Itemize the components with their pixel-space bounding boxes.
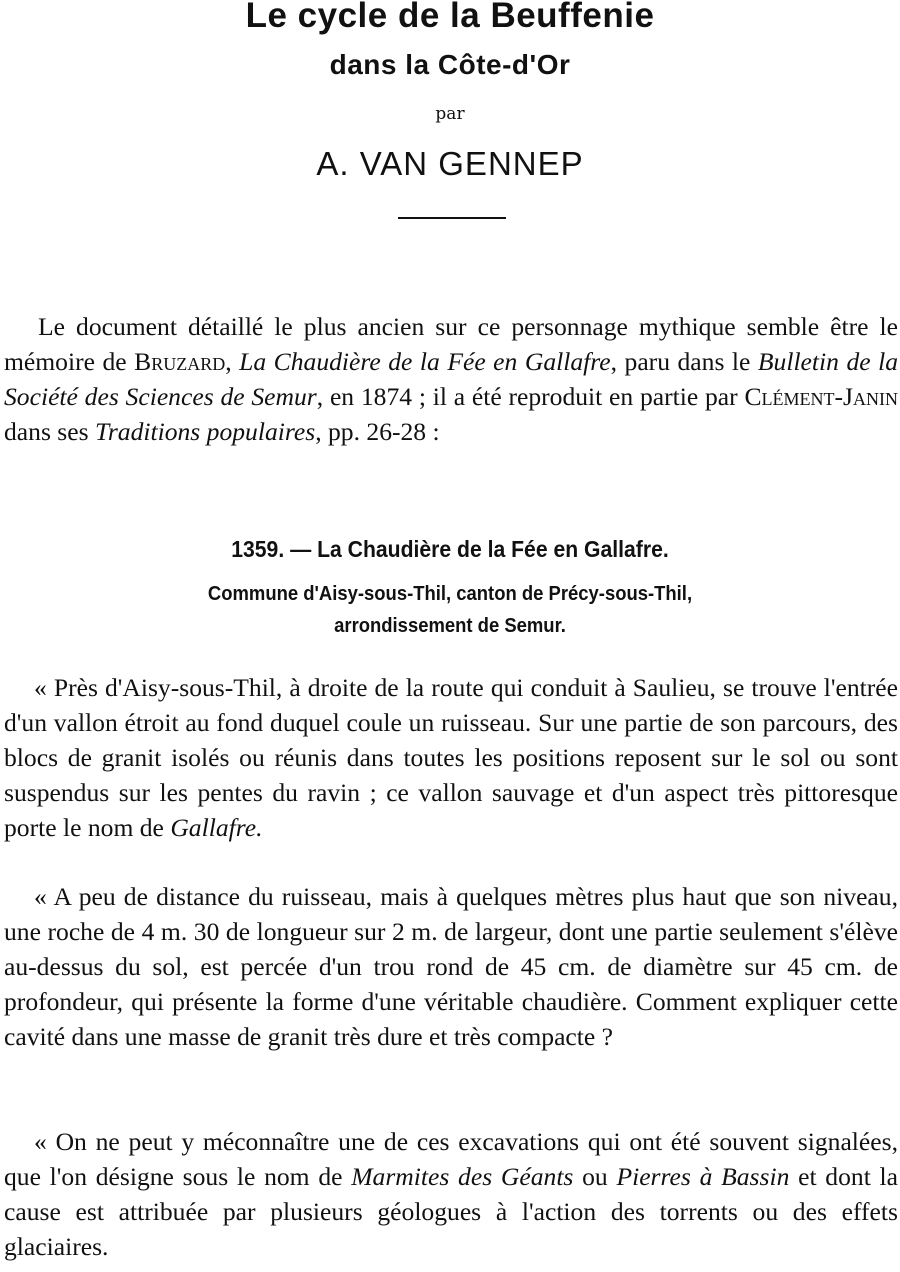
article-subtitle: dans la Côte-d'Or	[329, 49, 571, 80]
body-p2-text: « A peu de distance du ruisseau, mais à quelques mètres plus haut que son niveau, une roche de 4 m. 30 de longueur sur 2 m. de largeur, dont une partie seulement s'élève au-dessus du sol, est percée d'un trou rond de 45 cm. de diamètre sur 45 cm. de profondeur, qui présente la forme d'une véritable chaudière. Comment expliquer cette cavité dans une masse de granit très dure et très compacte ?	[4, 882, 898, 1051]
entry-heading: 1359. — La Chaudière de la Fée en Gallafre.	[231, 536, 669, 562]
body-paragraph-3	[4, 1124, 898, 1264]
work-title-traditions: Traditions populaires	[95, 417, 316, 446]
title-divider	[398, 217, 506, 219]
body-p1-text: « Près d'Aisy-sous-Thil, à droite de la route qui conduit à Saulieu, se trouve l'entrée d'un vallon étroit au fond duquel coule un ruisseau. Sur une partie de son parcours, des blocs de granit isolés ou réunis dans toutes les positions reposent sur le sol ou sont suspendus sur les pentes du ravin ; ce vallon sauvage et d'un aspect très pittoresque porte le nom de	[4, 673, 898, 842]
intro-text-6: , pp. 26-28 :	[315, 417, 440, 446]
body-paragraph-2	[4, 879, 898, 1054]
term-marmites-des-geants: Marmites des Géants	[351, 1162, 574, 1191]
entry-location-line-2: arrondissement de Semur.	[334, 614, 566, 637]
place-name-gallafre: Gallafre.	[170, 813, 263, 842]
body-paragraph-1	[4, 670, 898, 845]
intro-text-2: ,	[225, 347, 240, 376]
body-p3-text-1: « On ne peut y méconnaître une de ces excavations qui ont été souvent signalées, que l'on désigne sous le nom de	[4, 1127, 898, 1191]
byline-par: par	[435, 104, 465, 124]
entry-location-line-1: Commune d'Aisy-sous-Thil, canton de Précy-sous-Thil,	[207, 582, 693, 605]
intro-paragraph	[4, 309, 898, 449]
term-pierres-a-bassin: Pierres à Bassin	[616, 1162, 790, 1191]
intro-text-1: Le document détaillé le plus ancien sur ce personnage mythique semble être le mémoire de	[4, 312, 898, 376]
intro-text-3: , paru dans le	[610, 347, 758, 376]
work-title-chaudiere: La Chaudière de la Fée en Gallafre	[239, 347, 611, 376]
intro-text-5: dans ses	[4, 417, 95, 446]
article-title: Le cycle de la Beuffenie	[245, 0, 655, 35]
intro-text-4: , en 1874 ; il a été reproduit en partie par	[316, 382, 745, 411]
author-bruzard: Bruzard	[134, 347, 226, 376]
body-p3-text-2: ou	[573, 1162, 617, 1191]
body-p3-text-3: et dont la cause est attribuée par plusieurs géologues à l'action des torrents ou des effets glaciaires.	[4, 1162, 899, 1261]
author-name: A. VAN GENNEP	[316, 145, 584, 182]
work-title-bulletin: Bulletin de la Société des Sciences de Semur	[4, 347, 899, 411]
author-clement-janin: Clément-Janin	[744, 382, 898, 411]
